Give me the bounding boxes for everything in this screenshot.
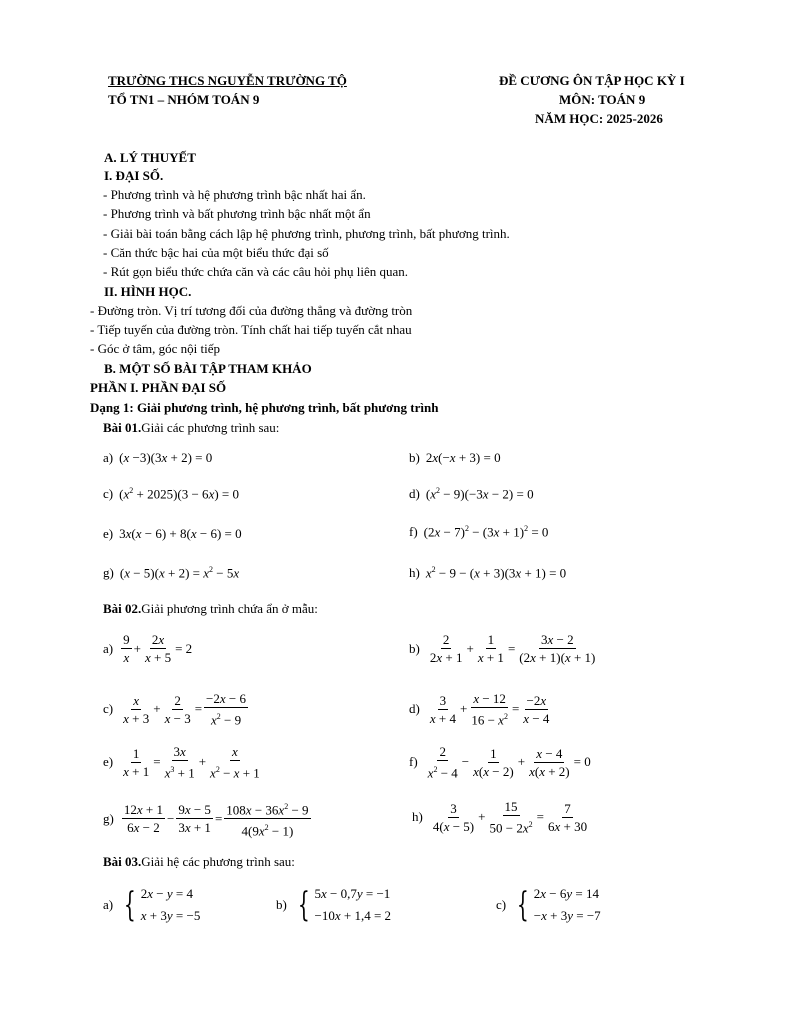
equation-2a: a) $\frac{9}{x}$ + $\frac{2x}{x + 5}$ = 2 [103, 632, 193, 665]
equation-1b: b) 2x(−x + 3) = 0 [409, 450, 501, 465]
school-name: TRƯỜNG THCS NGUYỄN TRƯỜNG TỘ [108, 73, 347, 88]
subject: MÔN: TOÁN 9 [559, 92, 646, 107]
equation-1f: f) $(2x - 7)^2 - (3x + 1)^2 = 0$ [409, 524, 549, 540]
document-title: ĐỀ CƯƠNG ÔN TẬP HỌC KỲ I [499, 73, 685, 88]
system-3c: c) { 2x − 6y = 14 −x + 3y = −7 [496, 885, 601, 925]
part-title: PHẦN I. PHẦN ĐẠI SỐ [90, 380, 227, 395]
algebra-title: I. ĐẠI SỐ. [104, 168, 164, 183]
algebra-item: - Phương trình và hệ phương trình bậc nhất hai ẩn. [103, 187, 366, 202]
group-name: TỔ TN1 – NHÓM TOÁN 9 [108, 92, 260, 107]
geometry-item: - Đường tròn. Vị trí tương đối của đường thẳng và đường tròn [90, 303, 413, 318]
exercise-label: Bài 01. [103, 420, 142, 435]
geometry-item: - Góc ở tâm, góc nội tiếp [90, 341, 220, 356]
geometry-item: - Tiếp tuyến của đường tròn. Tính chất hai tiếp tuyến cắt nhau [90, 322, 412, 337]
algebra-item: - Căn thức bậc hai của một biểu thức đại số [103, 245, 329, 260]
exercise-2-heading [103, 601, 318, 617]
algebra-item: - Phương trình và bất phương trình bậc nhất một ẩn [103, 206, 371, 221]
exercise-text: Giải hệ các phương trình sau: [141, 854, 295, 869]
system-3a: a) { 2x − y = 4 x + 3y = −5 [103, 885, 201, 925]
equation-2b: b) $\frac{2}{2x + 1}$ + $\frac{1}{x + 1}$ = $\frac{3x - 2}{(2x + 1)(x + 1)}$ [409, 632, 596, 665]
equation-1c: c) $(x^2 + 2025)(3 - 6x) = 0$ [103, 486, 240, 502]
exercise-label: Bài 03. [103, 854, 142, 869]
equation-2g: g) $\frac{12x + 1}{6x - 2}$ − $\frac{9x - 5}{3x + 1}$ = $\frac{108x - 36x^2 - 9}{4(9x^2 - 1)}$ [103, 799, 313, 839]
exercise-text: Giải các phương trình sau: [141, 420, 280, 435]
equation-2f: f) $\frac{2}{x^2 - 4}$ − $\frac{1}{x(x - 2)}$ + $\frac{x - 4}{x(x + 2)}$ = 0 [409, 744, 591, 781]
theory-title: A. LÝ THUYẾT [104, 150, 196, 165]
type-title: Dạng 1: Giải phương trình, hệ phương trình, bất phương trình [90, 400, 439, 415]
equation-1h: h) $x^2 - 9 - (x + 3)(3x + 1) = 0$ [409, 565, 567, 581]
algebra-item: - Rút gọn biểu thức chứa căn và các câu hỏi phụ liên quan. [103, 264, 409, 279]
exercise-1-heading [103, 420, 279, 436]
exercise-label: Bài 02. [103, 601, 142, 616]
geometry-title: II. HÌNH HỌC. [104, 284, 192, 299]
system-3b: b) { 5x − 0,7y = −1 −10x + 1,4 = 2 [276, 885, 392, 925]
exercises-title: B. MỘT SỐ BÀI TẬP THAM KHẢO [104, 361, 312, 376]
equation-2c: c) $\frac{x}{x + 3}$ + $\frac{2}{x - 3}$ = $\frac{-2x - 6}{x^2 - 9}$ [103, 691, 247, 728]
school-year: NĂM HỌC: 2025-2026 [535, 111, 663, 126]
equation-2e: e) $\frac{1}{x + 1}$ = $\frac{3x}{x^3 + 1}$ + $\frac{x}{x^2 - x + 1}$ [103, 744, 260, 781]
equation-1a: a) (x −3)(3x + 2) = 0 [103, 450, 213, 465]
exercise-text: Giải phương trình chứa ẩn ở mẫu: [141, 601, 318, 616]
exercise-3-heading [103, 854, 295, 870]
brace-icon: { [297, 885, 310, 925]
algebra-item: - Giải bài toán bằng cách lập hệ phương trình, phương trình, bất phương trình. [103, 226, 510, 241]
equation-1e: e) 3x(x − 6) + 8(x − 6) = 0 [103, 526, 242, 541]
equation-1d: d) $(x^2 - 9)(-3x - 2) = 0$ [409, 486, 534, 502]
brace-icon: { [123, 885, 136, 925]
brace-icon: { [516, 885, 529, 925]
equation-2h: h) $\frac{3}{4(x - 5)}$ + $\frac{15}{50 - 2x^2}$ = $\frac{7}{6x + 30}$ [412, 799, 588, 836]
equation-1g: g) $(x - 5)(x + 2) = x^2 - 5x$ [103, 565, 240, 581]
equation-2d: d) $\frac{3}{x + 4}$ + $\frac{x - 12}{16 - x^2}$ = $\frac{-2x}{x - 4}$ [409, 691, 550, 728]
